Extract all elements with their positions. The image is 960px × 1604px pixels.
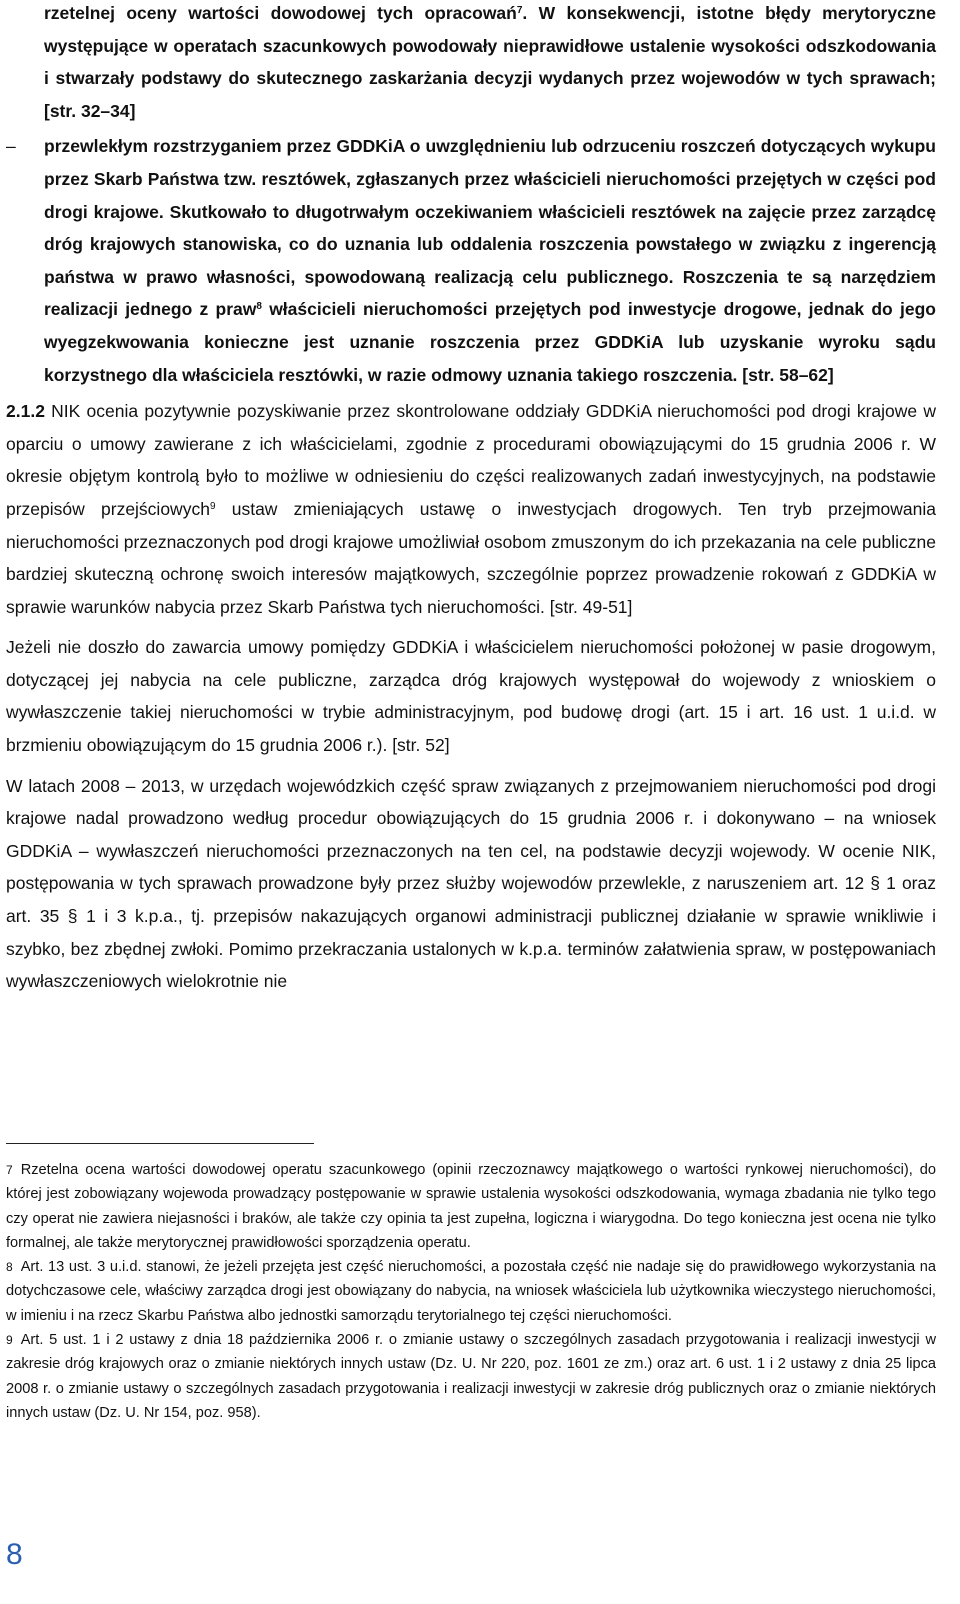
page-number: 8 bbox=[6, 1538, 23, 1571]
dash-list-item bbox=[6, 130, 936, 391]
footnote-text: Art. 5 ust. 1 i 2 ustawy z dnia 18 października 2006 r. o zmianie ustawy o szczególnych zasadach przygotowania i realizacji inwestycji w zakresie dróg krajowych oraz o zmianie niektórych innych ustaw (Dz. U. Nr 220, poz. 1601 ze zm.) oraz art. 6 ust. 1 i 2 ustawy z dnia 25 lipca 2008 r. o zmianie ustawy o szczególnych zasadach przygotowania i realizacji inwestycji w zakresie dróg publicznych oraz o zmianie niektórych innych ustaw (Dz. U. Nr 154, poz. 958). bbox=[6, 1332, 936, 1421]
footnote-separator bbox=[6, 1143, 314, 1144]
footnote-ref-9[interactable]: 9 bbox=[209, 500, 216, 512]
footnote-8 bbox=[6, 1255, 936, 1328]
footnote-ref-8[interactable]: 8 bbox=[256, 301, 262, 313]
footnote-mark: 9 bbox=[6, 1333, 13, 1348]
text-run: właścicieli nieruchomości przejętych pod inwestycje drogowe, jednak do jego wyegzekwowania konieczne jest uznanie roszczenia przez GDDKiA lub uzyskanie wyroku sądu korzystnego dla właściciela resztówki, w razie odmowy uznania takiego roszczenia. [str. 58–62] bbox=[44, 299, 936, 385]
section-2-1-2-paragraph bbox=[6, 395, 936, 623]
footnote-text: Rzetelna ocena wartości dowodowej operatu szacunkowego (opinii rzeczoznawcy majątkowego o wartości rynkowej nieruchomości), do której jest zobowiązany wojewoda prowadzący postępowanie w sprawie ustalenia wysokości odszkodowania, wymaga zbadania nie tylko tego czy operat nie zawiera niejasności i braków, ale także czy opinia ta jest zupełna, logiczna i wiarygodna. Do tego konieczna jest ocena nie tylko formalnej, ale także merytorycznej prawidłowości sporządzenia operatu. bbox=[6, 1162, 936, 1251]
footnote-mark: 8 bbox=[6, 1260, 13, 1275]
paragraph-2008-2013: W latach 2008 – 2013, w urzędach wojewódzkich część spraw związanych z przejmowaniem nieruchomości pod drogi krajowe nadal prowadzono według procedur obowiązujących do 15 grudnia 2006 r. i dokonywano – na wniosek GDDKiA – wywłaszczeń nieruchomości przeznaczonych na ten cel, na podstawie decyzji wojewody. W ocenie NIK, postępowania w tych sprawach prowadzone były przez służby wojewodów przewlekle, z naruszeniem art. 12 § 1 oraz art. 35 § 1 i 3 k.p.a., tj. przepisów nakazujących organowi administracji publicznej działanie w sprawie wnikliwie i szybko, bez zbędnej zwłoki. Pomimo przekraczania ustalonych w k.p.a. terminów załatwienia spraw, w postępowaniach wywłaszczeniowych wielokrotnie nie bbox=[6, 775, 936, 992]
text-run: . W konsekwencji, istotne błędy merytoryczne występujące w operatach szacunkowych powodowały nieprawidłowe ustalenie wysokości odszkodowania i stwarzały podstawy do skutecznego zaskarżania decyzji wydanych przez wojewodów w tych sprawach; [str. 32–34] bbox=[44, 3, 936, 121]
text-run: ustaw zmieniających ustawę o inwestycjach drogowych. Ten tryb przejmowania nieruchomości przeznaczonych pod drogi krajowe umożliwiał osobom zmuszonym do ich przekazania na cele publiczne bardziej skuteczną ochronę swoich interesów majątkowych, szczególnie poprzez prowadzenie rokowań z GDDKiA w sprawie warunków nabycia przez Skarb Państwa tych nieruchomości. [str. 49-51] bbox=[6, 498, 936, 617]
dash-bullet: – bbox=[6, 136, 16, 157]
dash-item-text bbox=[6, 130, 936, 391]
footnote-mark: 7 bbox=[6, 1163, 13, 1177]
text-run: przewlekłym rozstrzyganiem przez GDDKiA o uwzględnieniu lub odrzuceniu roszczeń dotyczących wykupu przez Skarb Państwa tzw. resztówek, zgłaszanych przez właścicieli nieruchomości przejętych w części pod drogi krajowe. Skutkowało to długotrwałym oczekiwaniem właścicieli resztówek na zajęcie przez zarządcę dróg krajowych stanowiska, co do uznania lub oddalenia roszczenia powstałego w związku z ingerencją państwa w prawo własności, spowodowaną realizacją celu publicznego. Roszczenia te są narzędziem realizacji jednego z praw bbox=[44, 136, 936, 320]
paragraph-expropriation: Jeżeli nie doszło do zawarcia umowy pomiędzy GDDKiA i właścicielem nieruchomości położonej w pasie drogowym, dotyczącej jej nabycia na cele publiczne, zarządca dróg krajowych występował do wojewody z wnioskiem o wywłaszczenie takiej nieruchomości w trybie administracyjnym, pod budowę drogi (art. 15 i art. 16 ust. 1 u.i.d. w brzmieniu obowiązującym do 15 grudnia 2006 r.). [str. 52] bbox=[6, 637, 936, 756]
footnote-ref-7[interactable]: 7 bbox=[516, 5, 523, 16]
document-page bbox=[6, 0, 936, 998]
text-run: rzetelnej oceny wartości dowodowej tych opracowań bbox=[44, 3, 517, 23]
footnote-7 bbox=[6, 1158, 936, 1255]
bold-paragraph-continuation bbox=[6, 0, 936, 127]
footnote-text: Art. 13 ust. 3 u.i.d. stanowi, że jeżeli przejęta jest część nieruchomości, a pozostała część nie nadaje się do prawidłowego wykorzystania na dotychczasowe cele, właściwy zarządca drogi jest obowiązany do nabycia, na wniosek właściciela lub użytkownika wieczystego nieruchomości, w imieniu i na rzecz Skarbu Państwa albo jednostki samorządu terytorialnego tej części nieruchomości. bbox=[6, 1259, 936, 1324]
text-run: NIK ocenia pozytywnie pozyskiwanie przez skontrolowane oddziały GDDKiA nieruchomości pod drogi krajowe w oparciu o umowy zawierane z ich właścicielami, zgodnie z procedurami obowiązującymi do 15 grudnia 2006 r. W okresie objętym kontrolą było to możliwe w odniesieniu do części realizowanych zadań inwestycyjnych, na podstawie przepisów przejściowych bbox=[6, 401, 936, 519]
footnotes bbox=[6, 1158, 936, 1425]
footnote-9 bbox=[6, 1328, 936, 1425]
section-number: 2.1.2 bbox=[6, 401, 45, 422]
